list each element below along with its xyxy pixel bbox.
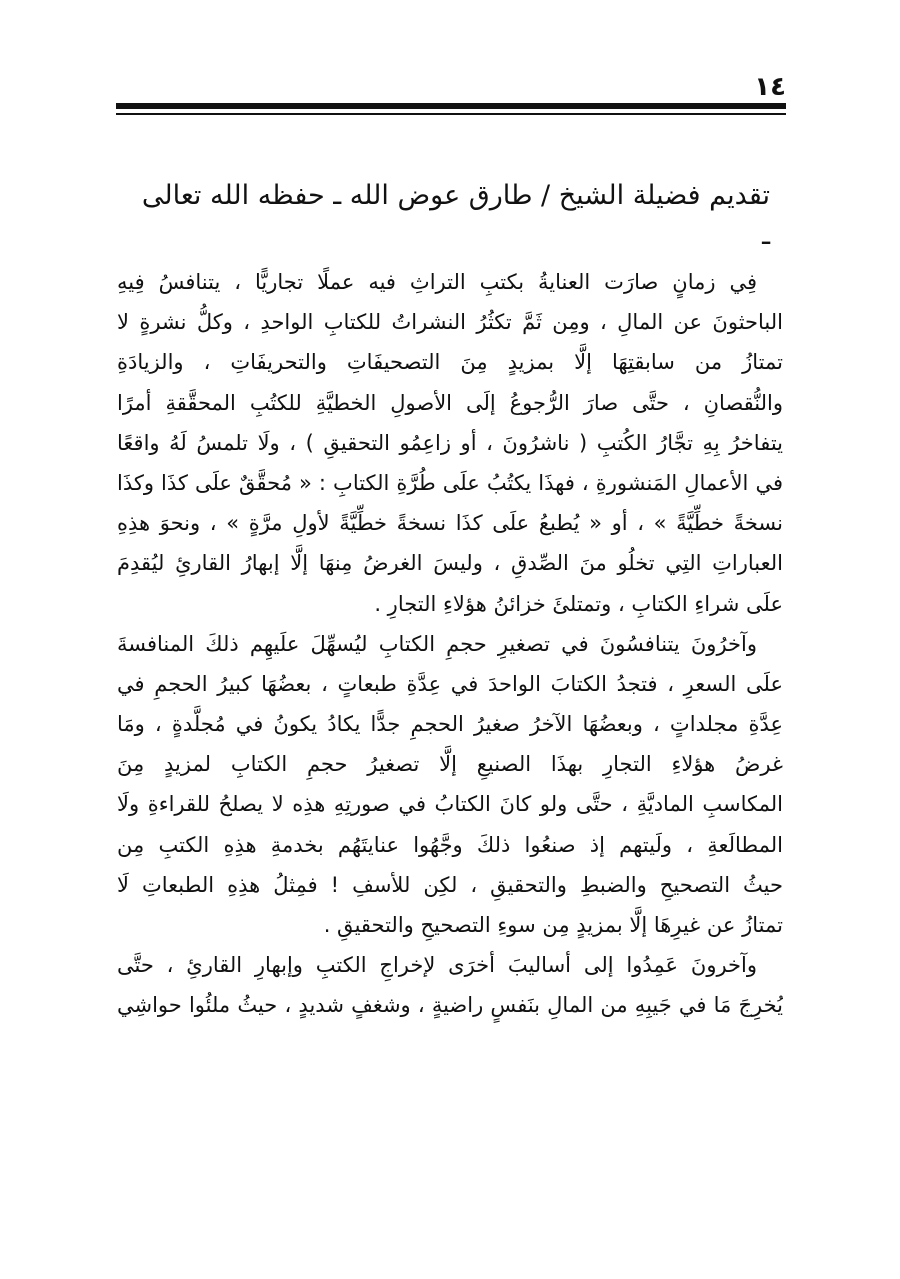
text-line: تمتازُ من سابقتِهَا إلَّا بمزيدٍ مِنَ التصحيفَاتِ والتحريفَاتِ ، والزيادَةِ	[117, 350, 783, 375]
text-line: علَى السعرِ ، فتجدُ الكتابَ الواحدَ في عِدَّةِ طبعاتٍ ، بعضُهَا كبيرُ الحجمِ في	[117, 671, 783, 696]
text-line: حيثُ التصحيحِ والضبطِ والتحقيقِ ، لكِن للأسفِ ! فمِثلُ هذِهِ الطبعاتِ لَا	[117, 872, 783, 897]
text-line: عِدَّةِ مجلداتٍ ، وبعضُهَا الآخرُ صغيرُ الحجمِ جدًّا يكادُ يكونُ في مُجلَّدةٍ ، ومَا	[117, 712, 783, 737]
text-line: وآخرُونَ يتنافسُونَ في تصغيرِ حجمِ الكتابِ ليُسهِّلَ علَيهِم ذلكَ المنافسةَ	[117, 631, 757, 656]
body-text	[117, 262, 783, 1026]
text-line: وآخرونَ عَمِدُوا إلى أساليبَ أخرَى لإخراجِ الكتبِ وإبهارِ القارئِ ، حتَّى	[117, 953, 757, 978]
header-rule-thick	[116, 103, 786, 109]
text-line: يتفاخرُ بِهِ تجَّارُ الكُتبِ ( ناشرُونَ ، أو زاعِمُو التحقيقِ ) ، ولَا تلمسُ لَهُ واقعًا	[117, 430, 783, 455]
text-line: في الأعمالِ المَنشورةِ ، فهذَا يكتُبُ علَى طُرَّةِ الكتابِ : « مُحقَّقٌ علَى كذَا وكذَا	[117, 470, 783, 495]
text-line: نسخةً خطِّيَّةً » ، أو « يُطبعُ علَى كذَا نسخةً خطِّيَّةً لأولِ مرَّةٍ » ، ونحوَ هذِهِ	[117, 511, 783, 536]
text-line: الباحثونَ عن المالِ ، ومِن ثَمَّ تكثُرُ النشراتُ للكتابِ الواحدِ ، وكلُّ نشرةٍ لا	[117, 310, 783, 335]
text-line: تمتازُ عن غيرِهَا إلَّا بمزيدٍ مِن سوءِ التصحيحِ والتحقيقِ .	[323, 913, 783, 937]
section-title: تقديم فضيلة الشيخ / طارق عوض الله ـ حفظه الله تعالى ـ	[141, 180, 770, 251]
text-line: المكاسبِ الماديَّةِ ، حتَّى ولو كانَ الكتابُ في صورتِهِ هذِه لا يصلحُ للقراءةِ ولَا	[117, 792, 783, 817]
text-line: العباراتِ التِي تخلُو منَ الصِّدقِ ، وليسَ الغرضُ مِنهَا إلَّا إبهارُ القارئِ ليُقدِمَ	[117, 551, 783, 576]
text-line: يُخرِجَ مَا في جَيبِهِ من المالِ بنَفسٍ راضيةٍ ، وشغفٍ شديدٍ ، حيثُ ملئُوا حواشِي	[117, 993, 783, 1018]
text-line: فِي زمانٍ صارَت العنايةُ بكتبِ التراثِ فيه عملًا تجاريًّا ، يتنافسُ فِيهِ	[117, 270, 757, 294]
text-line: علَى شراءِ الكتابِ ، وتمتلئَ خزائنُ هؤلاءِ التجارِ .	[374, 591, 783, 616]
text-line: غرضُ هؤلاءِ التجارِ بهذَا الصنيعِ إلَّا تصغيرُ حجمِ الكتابِ لمزيدٍ مِنَ	[117, 752, 783, 777]
text-line: والنُّقصانِ ، حتَّى صارَ الرُّجوعُ إلَى الأصولِ الخطيَّةِ للكتُبِ المحقَّقةِ أمرًا	[117, 390, 783, 415]
page-number: ١٤	[754, 72, 786, 102]
text-line: المطالَعةِ ، ولَيتهم إذ صنعُوا ذلكَ وجَّهُوا عنايتَهُم بخدمةِ هذِهِ الكتبِ مِن	[117, 832, 783, 857]
header-rule-thin	[116, 113, 786, 115]
